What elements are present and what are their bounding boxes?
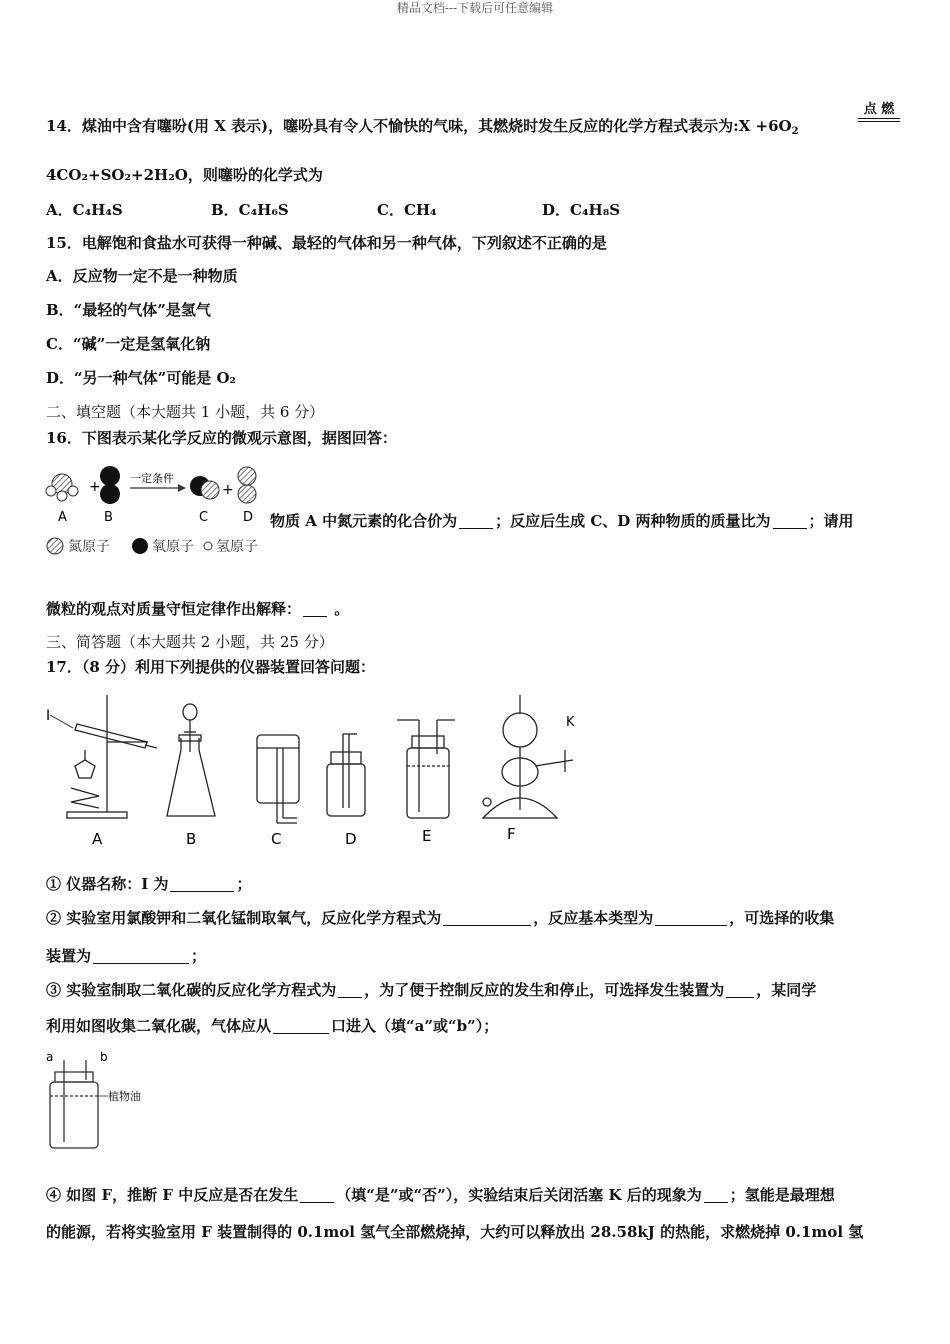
legend-hydrogen-icon [204,542,212,550]
molecule-b [100,466,120,504]
label-c: C [199,510,209,525]
q14-line2: 4CO₂+SO₂+2H₂O，则噻吩的化学式为 [46,166,323,184]
apparatus-e [397,720,455,818]
answer-blank[interactable] [459,513,493,529]
q17-part-1: ① 仪器名称：I 为 ； [46,875,252,893]
q16-question-line: 物质 A 中氮元素的化合价为 ；反应后生成 C、D 两种物质的质量比为 ；请用 [270,512,854,530]
q14-option-c: C．CH₄ [377,201,437,219]
apparatus-label-f: F [507,825,516,843]
q16-question-line2: 微粒的观点对质量守恒定律作出解释： 。 [46,600,350,618]
q17-part-3-line1: ③ 实验室制取二氧化碳的反应化学方程式为 ，为了便于控制反应的发生和停止，可选择发生装置为 ，某同学 [46,981,817,999]
vegetable-oil-label: 植物油 [108,1090,141,1103]
port-b-label: b [100,1050,108,1064]
page-header: 精品文档---下载后可任意编辑 [396,1,554,15]
q17-part-4-line2: 的能源，若将实验室用 F 装置制得的 0.1mol 氢气全部燃烧掉，大约可以释放出 28.58kJ 的热能，求燃烧掉 0.1mol 氢 [46,1223,864,1241]
reaction-condition: 点 燃 [858,98,900,122]
port-a-label: a [46,1050,54,1064]
legend-oxygen-icon [132,538,148,554]
apparatus-label-c: C [271,830,282,848]
plus-sign: + [89,479,101,495]
apparatus-c [257,735,299,823]
q14-option-d: D．C₄H₈S [542,201,621,219]
apparatus-label-b: B [186,830,197,848]
apparatus-label-a: A [92,830,103,848]
answer-blank[interactable] [726,982,754,998]
label-instrument-i: I [46,708,51,724]
q17-part-2-line2: 装置为 ； [46,947,207,965]
answer-blank[interactable] [170,876,234,892]
q15-option-c: C．“碱”一定是氢氧化钠 [46,335,211,353]
legend-nitrogen-label: 氮原子 [68,539,110,555]
molecule-c [190,476,219,499]
molecule-d [238,467,256,503]
q17-part-2-line1: ② 实验室用氯酸钾和二氧化锰制取氧气，反应化学方程式为 ，反应基本类型为 ，可选择的收集 [46,909,835,927]
q14-option-b: B．C₄H₆S [211,201,289,219]
label-d: D [243,510,254,525]
q15-option-d: D．“另一种气体”可能是 O₂ [46,369,237,387]
legend-nitrogen-icon [47,538,63,554]
q15-option-a: A．反应物一定不是一种物质 [46,267,238,285]
collection-bottle-figure [42,1050,162,1152]
answer-blank[interactable] [443,910,531,926]
q17-stem: 17．（8 分）利用下列提供的仪器装置回答问题： [46,658,376,676]
answer-blank[interactable] [655,910,727,926]
apparatus-label-e: E [422,827,432,845]
section-3-heading: 三、简答题（本大题共 2 小题，共 25 分） [46,633,334,651]
q17-part-3-line2: 利用如图收集二氧化碳，气体应从 口进入（填“a”或“b”）； [46,1017,499,1035]
answer-blank[interactable] [300,1187,334,1203]
q16-stem: 16．下图表示某化学反应的微观示意图，据图回答： [46,429,397,447]
q17-part-4-line1: ④ 如图 F，推断 F 中反应是否在发生 （填“是”或“否”），实验结束后关闭活塞 K 后的现象为 ；氢能是最理想 [46,1186,835,1204]
molecule-a [46,474,78,501]
q15-stem: 15．电解饱和食盐水可获得一种碱、最轻的气体和另一种气体，下列叙述不正确的是 [46,234,607,252]
legend-oxygen-label: 氧原子 [152,539,194,555]
answer-blank[interactable] [338,982,362,998]
q14-option-a: A．C₄H₄S [46,201,123,219]
apparatus-f [483,695,573,818]
answer-blank[interactable] [273,1018,329,1034]
section-2-heading: 二、填空题（本大题共 1 小题，共 6 分） [46,403,325,421]
label-a: A [58,510,67,525]
legend-hydrogen-label: 氢原子 [216,539,258,555]
reaction-condition-label: 一定条件 [130,472,174,485]
apparatus-b [167,704,215,816]
answer-blank[interactable] [704,1187,728,1203]
answer-blank[interactable] [303,601,327,617]
q15-option-b: B．“最轻的气体”是氢气 [46,301,211,319]
answer-blank[interactable] [93,948,189,964]
label-valve-k: K [566,715,575,730]
reaction-arrowhead [178,484,186,492]
apparatus-label-d: D [345,830,357,848]
plus-sign: + [222,482,234,498]
apparatus-a [50,695,157,818]
lab-apparatus-figure [45,690,590,850]
answer-blank[interactable] [773,513,807,529]
q14-line1: 14．煤油中含有噻吩(用 X 表示)，噻吩具有令人不愉快的气味，其燃烧时发生反应的化学方程式表示为:X $+6O_2$ [46,117,799,137]
reaction-micro-diagram [42,458,282,558]
apparatus-d [327,734,365,816]
label-b: B [104,510,113,525]
